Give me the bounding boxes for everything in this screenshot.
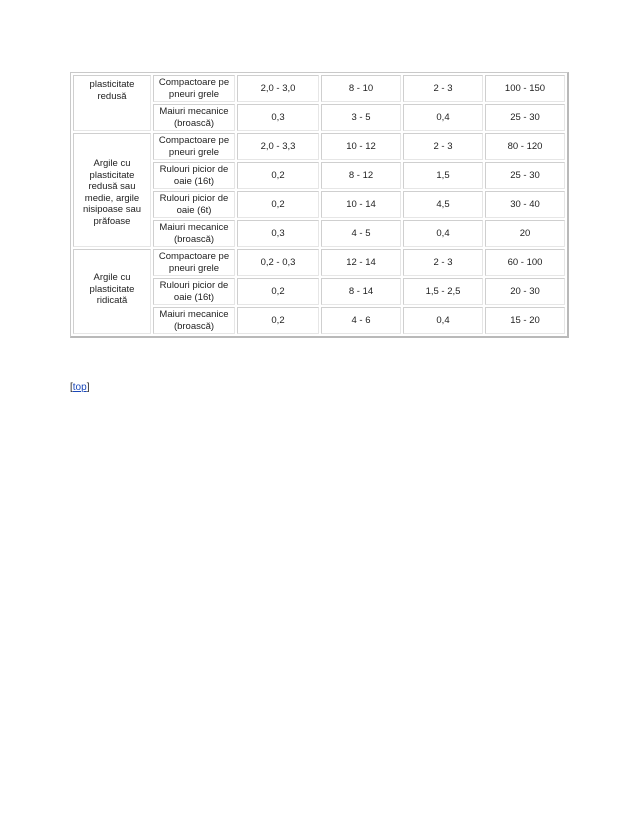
equipment-cell: Rulouri picior de oaie (6t) (153, 191, 235, 218)
value-cell-3: 0,4 (403, 220, 483, 247)
compaction-table (70, 72, 569, 338)
value-cell-4: 15 - 20 (485, 307, 565, 334)
value-cell-1: 0,2 - 0,3 (237, 249, 319, 276)
value-cell-1: 2,0 - 3,0 (237, 75, 319, 102)
value-cell-2: 8 - 10 (321, 75, 401, 102)
top-link-container (70, 382, 89, 393)
value-cell-3: 0,4 (403, 104, 483, 131)
value-cell-1: 2,0 - 3,3 (237, 133, 319, 160)
open-bracket: [ (70, 382, 73, 393)
value-cell-4: 100 - 150 (485, 75, 565, 102)
value-cell-3: 4,5 (403, 191, 483, 218)
equipment-cell: Rulouri picior de oaie (16t) (153, 278, 235, 305)
value-cell-1: 0,2 (237, 278, 319, 305)
equipment-cell: Rulouri picior de oaie (16t) (153, 162, 235, 189)
value-cell-2: 4 - 6 (321, 307, 401, 334)
value-cell-2: 10 - 14 (321, 191, 401, 218)
value-cell-3: 0,4 (403, 307, 483, 334)
soil-type-cell: Argile cu plasticitate redusă sau medie, argile nisipoase sau prăfoase (73, 133, 151, 247)
top-link[interactable]: top (72, 382, 87, 393)
equipment-cell: Maiuri mecanice (broască) (153, 104, 235, 131)
equipment-cell: Maiuri mecanice (broască) (153, 220, 235, 247)
value-cell-2: 3 - 5 (321, 104, 401, 131)
equipment-cell: Compactoare pe pneuri grele (153, 75, 235, 102)
value-cell-1: 0,2 (237, 307, 319, 334)
value-cell-1: 0,2 (237, 191, 319, 218)
value-cell-2: 12 - 14 (321, 249, 401, 276)
value-cell-3: 2 - 3 (403, 133, 483, 160)
compaction-table-wrapper (70, 72, 566, 338)
close-bracket: ] (86, 382, 90, 393)
value-cell-2: 4 - 5 (321, 220, 401, 247)
value-cell-2: 8 - 14 (321, 278, 401, 305)
value-cell-1: 0,3 (237, 220, 319, 247)
value-cell-3: 2 - 3 (403, 249, 483, 276)
value-cell-2: 8 - 12 (321, 162, 401, 189)
value-cell-4: 20 - 30 (485, 278, 565, 305)
value-cell-1: 0,3 (237, 104, 319, 131)
value-cell-4: 25 - 30 (485, 104, 565, 131)
value-cell-1: 0,2 (237, 162, 319, 189)
equipment-cell: Compactoare pe pneuri grele (153, 133, 235, 160)
value-cell-4: 80 - 120 (485, 133, 565, 160)
value-cell-3: 2 - 3 (403, 75, 483, 102)
value-cell-2: 10 - 12 (321, 133, 401, 160)
value-cell-3: 1,5 - 2,5 (403, 278, 483, 305)
soil-type-cell: Argile cu plasticitate ridicată (73, 249, 151, 334)
value-cell-3: 1,5 (403, 162, 483, 189)
table-row (73, 75, 565, 102)
value-cell-4: 30 - 40 (485, 191, 565, 218)
value-cell-4: 60 - 100 (485, 249, 565, 276)
value-cell-4: 20 (485, 220, 565, 247)
equipment-cell: Maiuri mecanice (broască) (153, 307, 235, 334)
equipment-cell: Compactoare pe pneuri grele (153, 249, 235, 276)
value-cell-4: 25 - 30 (485, 162, 565, 189)
soil-type-cell: plasticitate redusă (73, 75, 151, 131)
table-row (73, 249, 565, 276)
table-row (73, 133, 565, 160)
